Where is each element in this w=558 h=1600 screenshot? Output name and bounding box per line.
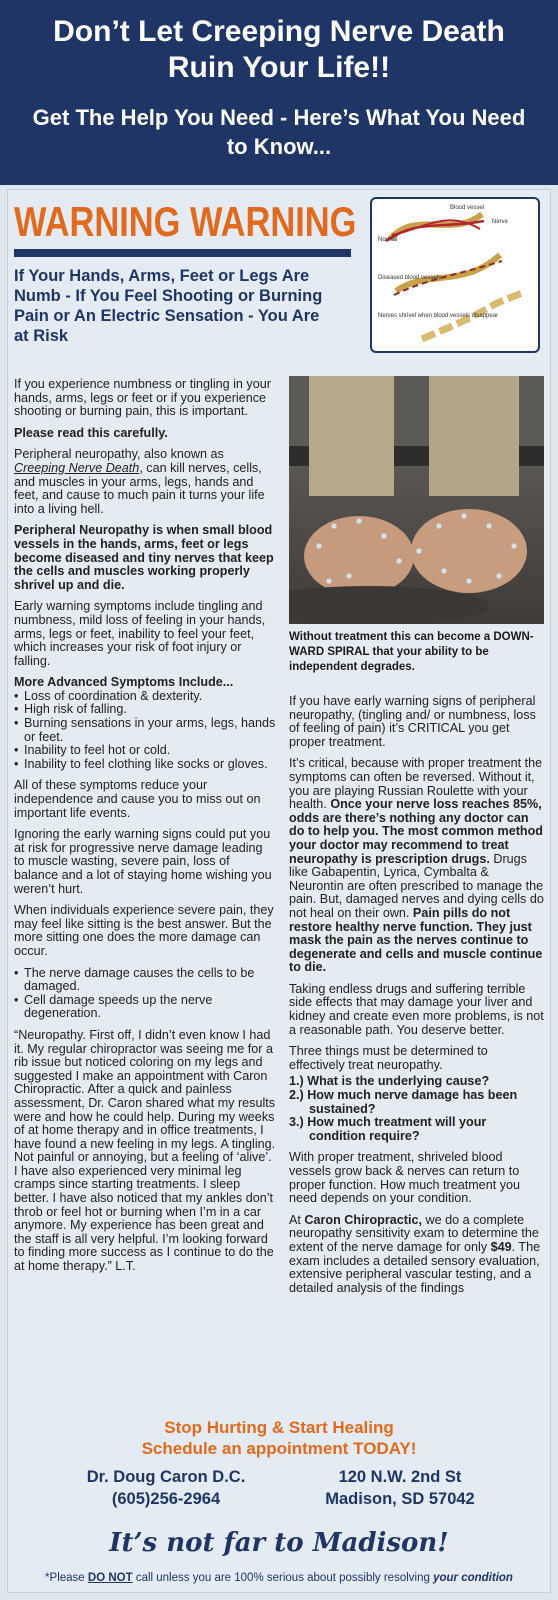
russian-roulette-paragraph [289,757,545,975]
critical-paragraph: If you have early warning signs of peripheral neuropathy, (tingling and/ or numbness, loss of feeling of pain) it’s CRITICAL you get proper treatment. [289,694,536,749]
text-span: we do a complete neuropathy sensitivity exam to determine the extent of the nerve damage for only [289,1212,539,1254]
list-item: 1.) What is the underlying cause? [289,1074,490,1089]
your-condition-emphasis: your condition [433,1572,513,1584]
warning-subhead: If Your Hands, Arms, Feet or Legs Are Numb - If You Feel Shooting or Burning Pain or An Electric Sensation - You Are at Risk [14,267,323,345]
label-nerve: Nerve [492,219,509,225]
clinic-name: Caron Chiropractic, [304,1212,422,1227]
list-item: • High risk of falling. [14,703,276,717]
list-item: • Loss of coordination & dexterity. [14,690,276,704]
nerve-loss-warning: Once your nerve loss reaches 85%, odds are there’s nothing any doctor can do to help you. The most common method your doctor may recommend to treat neuropathy is prescription drugs. [289,797,543,866]
doctor-contact [56,1466,276,1510]
right-column [289,695,545,1303]
text-span: Drugs like Gabapentin, Lyrica, Cymbalta & Neurontin are often prescribed to manage the pain. But, damaged nerves and dying cells do not heal on their own. [289,851,544,920]
intro-paragraph: If you experience numbness or tingling in your hands, arms, legs or feet or if you experience shooting or burning pain, this is important. [14,377,271,419]
text-span: *Please [45,1572,88,1584]
nerve-diagram [370,197,540,353]
list-item: • Cell damage speeds up the nerve degeneration. [14,994,276,1021]
text-span: , can kill nerves, cells, and muscles in your arms, legs, hands and feet, and cause to much pain it turns your life into a living hell. [14,460,265,516]
text-span: It’s critical, because with proper treatment the symptoms can often be reversed. Without it, you are playing Russian Roulette with your health. [289,756,543,812]
list-item: • Inability to feel hot or cold. [14,744,276,758]
damage-list [14,967,276,1021]
questions-list [289,1075,545,1143]
list-item: • Inability to feel clothing like socks or gloves. [14,758,276,772]
clinic-address [290,1466,510,1510]
cta-line-2: Schedule an appointment TODAY! [141,1439,417,1458]
page-title: Don’t Let Creeping Nerve Death Ruin Your Life!! [53,15,505,84]
pain-pills-warning: Pain pills do not restore healthy nerve function. They just mask the pain as the nerves continue to degenerate and cells and muscle continue to die. [289,905,543,975]
list-item: 2.) How much nerve damage has been sustained? [289,1088,518,1116]
label-shrivel: Nerves shrivel when blood vessels disappear [378,313,499,319]
symptoms-title: More Advanced Symptoms Include... [14,675,234,690]
list-item: • Burning sensations in your arms, legs, hands or feet. [14,717,276,744]
exam-paragraph [289,1214,545,1296]
doctor-name: Dr. Doug Caron D.C. [86,1468,246,1486]
text-span: Peripheral neuropathy, also known as [14,447,224,462]
header-banner [0,0,558,185]
fine-print [0,1572,558,1584]
proper-treatment-paragraph: With proper treatment, shriveled blood vessels grow back & nerves can return to proper function. How much treatment you need depends on your condition. [289,1150,520,1206]
nerve-diagram-illustration [372,199,538,351]
neuropathy-definition [14,448,276,516]
symptoms-list [14,690,276,772]
exam-price: $49 [490,1239,512,1254]
creeping-nerve-death-term: Creeping Nerve Death [14,460,140,475]
label-diseased: Diseased blood vessels [378,275,442,281]
text-span: call unless you are 100% serious about possibly resolving [132,1572,434,1584]
tagline: It’s not far to Madison! [109,1528,449,1558]
three-things-paragraph: Three things must be determined to effectively treat neuropathy. [289,1044,488,1072]
list-item: 3.) How much treatment will your condition require? [289,1115,487,1143]
feet-with-pins-image [289,376,544,624]
headline-rule [14,249,351,257]
independence-paragraph: All of these symptoms reduce your independence and cause you to miss out on important life events. [14,778,261,820]
text-span: At [289,1212,305,1227]
phone-number[interactable]: (605)256-2964 [111,1490,221,1508]
label-blood-vessel: Blood vessel [450,205,485,211]
neuropathy-explanation: Peripheral Neuropathy is when small blood vessels in the hands, arms, feet or legs become diseased and tiny nerves that keep the cells and muscles working properly shrivel up and die. [14,523,274,592]
text-span: . The exam includes a detailed sensory evaluation, extensive peripheral vascular testing, and a detailed analysis of the findings [289,1239,541,1295]
cta-line-1: Stop Hurting & Start Healing [164,1418,394,1437]
do-not-emphasis: DO NOT [87,1572,133,1584]
side-effects-paragraph: Taking endless drugs and suffering terrible side effects that may damage your liver and kidney and create even more problems, is not a reasonable path. You deserve better. [289,981,544,1037]
early-symptoms: Early warning symptoms include tingling and numbness, mild loss of feeling in your hands, arms, legs or feet, inability to feel your feet, which increases your risk of foot injury or falling. [14,599,266,668]
photo-caption: Without treatment this can become a DOWN-WARD SPIRAL that your ability to be independent degrades. [289,631,534,673]
testimonial: “Neuropathy. First off, I didn’t even know I had it. My regular chiropractor was seeing me for a rib issue but noticed coloring on my legs and suggested I make an appointment with Caron Chiropractic. After a quick and painless assessment, Dr. Caron shared what my results were and how he could help. During my weeks of at home therapy and in office treatments, I have found a new feeling in my legs. A tingling. Not painful or annoying, but a feeling of ‘alive’. I have also experienced very minimal leg cramps since starting treatments. I sleep better. I have also noticed that my ankles don’t throb or feel hot or burning when I’m in a car anymore. My experience has been great and the staff is all very helpful. I’m looking forward to finding more success as I continue to do the at home therapy.” L.T. [14,1027,276,1274]
ignoring-signs-paragraph: Ignoring the early warning signs could put you at risk for progressive nerve damage leading to muscle wasting, severe pain, loss of balance and a lot of staying home wishing you weren’t hurt. [14,827,272,896]
read-carefully: Please read this carefully. [14,425,168,440]
left-column [14,378,276,1282]
label-normal: Normal [378,237,398,243]
sitting-paragraph: When individuals experience severe pain, they may feel like sitting is the best answer. But the more sitting one does the more damage can occur. [14,903,274,958]
call-to-action [0,1417,558,1459]
page-subtitle: Get The Help You Need - Here’s What You Need to Know... [32,105,526,159]
street-address: 120 N.W. 2nd St [338,1468,462,1486]
feet-photo [289,376,544,624]
city-state-zip: Madison, SD 57042 [325,1490,475,1508]
list-item: • The nerve damage causes the cells to be damaged. [14,967,276,994]
warning-headline: WARNING WARNING [14,198,357,245]
